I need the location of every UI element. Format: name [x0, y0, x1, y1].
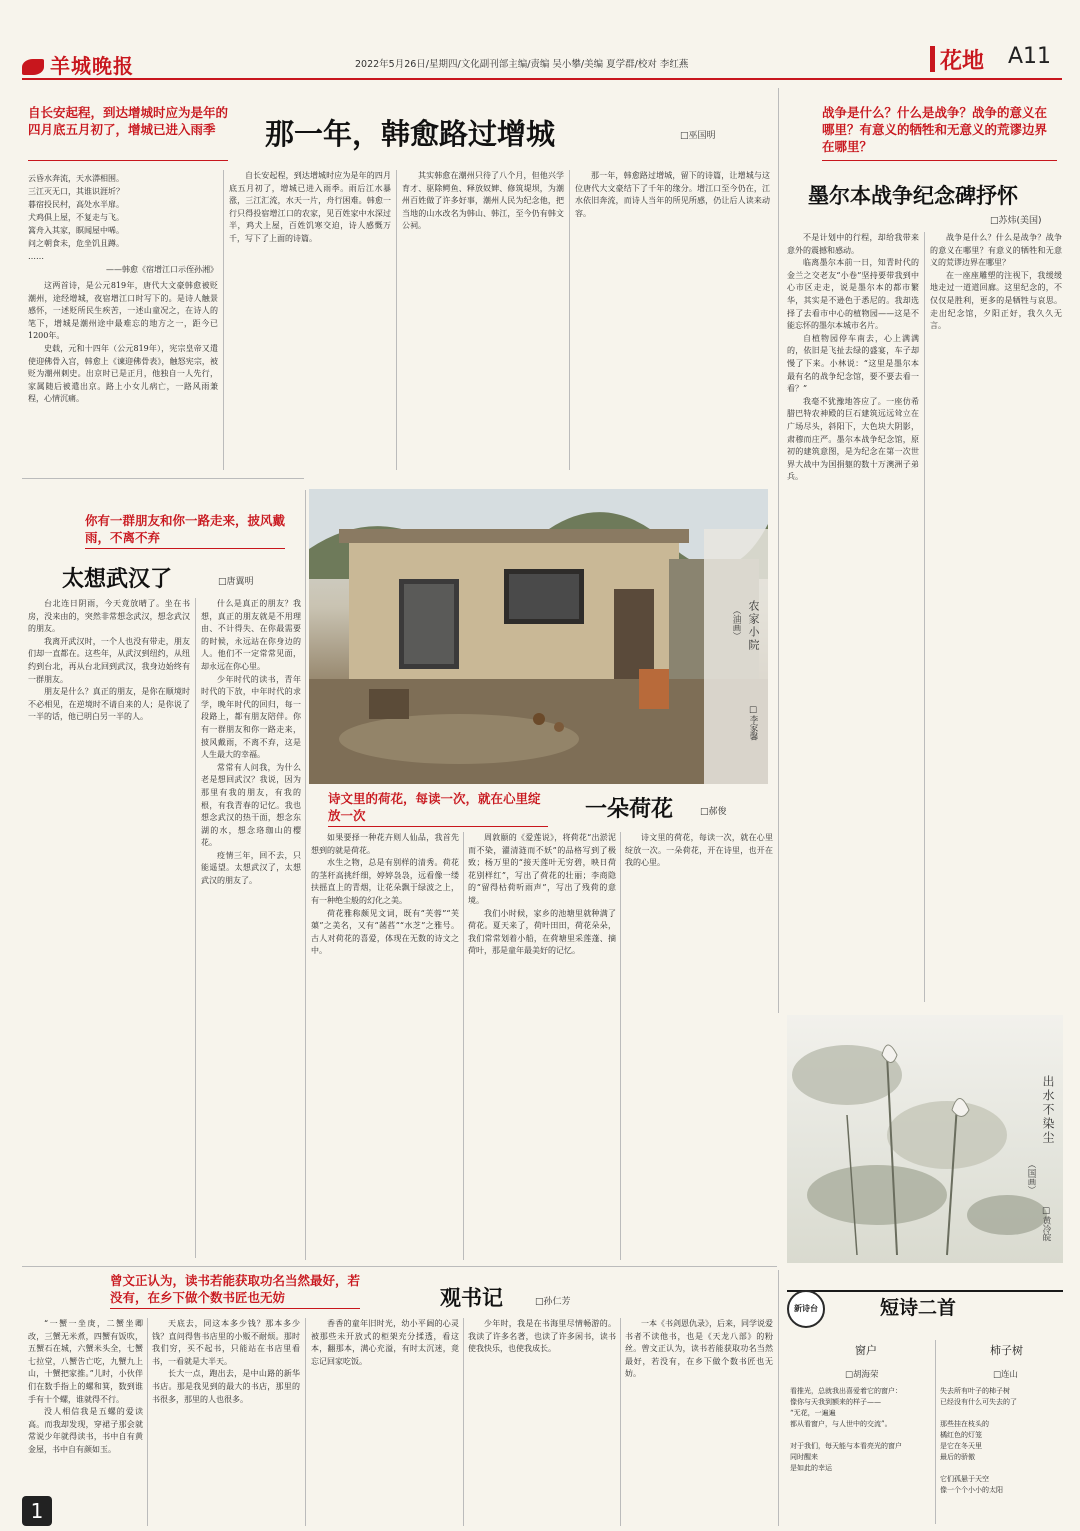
column-rule: [147, 1318, 148, 1526]
article1-body-col4: [575, 170, 770, 470]
poem-line: 都从看窗户，与人世中的交流”。: [790, 1420, 892, 1428]
article5-body-col1: [28, 1318, 143, 1526]
poem-line: 它们孤悬于天空: [940, 1475, 989, 1483]
column-rule: [778, 1270, 779, 1526]
page-number: A11: [1008, 44, 1052, 69]
column-rule: [924, 232, 925, 1002]
epigraph-line: 三江灭无口，其谁识涯圻？: [28, 187, 124, 196]
poem-line: 那些挂在枝头的: [940, 1420, 989, 1428]
poem2-title: 柿子树: [990, 1344, 1023, 1357]
paragraph: 我离开武汉时，一个人也没有带走，朋友们却一直都在。这些年，从武汉到纽约，从纽约到台北，再从台北回到武汉，我身边始终有一群朋友。: [28, 636, 190, 684]
paragraph: 自长安起程，到达增城时应为是年的四月底五月初了，增城已进入雨季。雨后江水暴涨，三江汇流，水天一片，舟行困难。韩愈一行只得投宿增江口的农家，见百姓家中水深过半，鸡犬上屋，百姓饥寒交迫，诗人感慨万千，写下了上面的诗篇。: [229, 171, 391, 243]
paragraph: 其实韩愈在潮州只待了八个月，但他兴学育才、驱除鳄鱼、释放奴婢、修筑堤坝，为潮州百姓做了许多好事，潮州人民为纪念他，把当地的山水改名为韩山、韩江，至今仍有韩文公祠。: [402, 171, 564, 231]
article1-title: 那一年，韩愈路过增城: [265, 117, 556, 151]
page-overlay-number[interactable]: 1: [22, 1496, 52, 1526]
lotus-painting-svg: [787, 1015, 1063, 1263]
paragraph: 长大一点，跑出去，是中山路的新华书店。那是我见到的最大的书店，那里的书很多，那里的人也很多。: [152, 1369, 300, 1404]
poem-line: 失去所有叶子的柿子树: [940, 1387, 1010, 1395]
poem1-title: 窗户: [855, 1344, 877, 1357]
pullquote-rule: [85, 548, 285, 549]
article5-title: 观书记: [440, 1285, 503, 1310]
column-rule: [463, 832, 464, 1260]
paragraph: 不是计划中的行程，却给我带来意外的震撼和感动。: [787, 233, 919, 255]
poem-line: “无花，一遍遍: [790, 1409, 836, 1417]
poem2-author: □连山: [993, 1370, 1019, 1380]
paragraph: 台北连日阴雨，今天竟放晴了。坐在书房，没来由的，突然非常想念武汉，想念武汉的朋友。: [28, 599, 190, 634]
epigraph-line: 篙舟入其家，瞑闻屋中唏。: [28, 226, 124, 235]
paragraph: 疫情三年，回不去，只能遥望。太想武汉了，太想武汉的朋友了。: [201, 850, 301, 886]
column-rule: [223, 170, 224, 470]
column-rule: [195, 598, 196, 1258]
paragraph: 史载，元和十四年（公元819年），宪宗皇帝又遣使迎佛骨入宫，韩愈上《谏迎佛骨表》，触怒宪宗，被贬为潮州刺史。出京时已是正月，他独自一人先行，家属随后被遣出京。路上小女儿病亡，一路风雨兼程，心情沉痛。: [28, 343, 218, 404]
new-poetry-badge: 新诗台: [787, 1290, 825, 1328]
paragraph: 朋友是什么？真正的朋友，是你在顺境时不必相见，在逆境时不请自来的人；是你说了一半的话，他已明白另一半的人。: [28, 687, 190, 722]
paragraph: 荷花雅称颇见文词，既有“芙蓉”“芙蕖”之美名，又有“菡萏”“水芝”之雅号。古人对荷花的喜爱，体现在无数的诗文之中。: [311, 908, 459, 956]
paragraph: 什么是真正的朋友？我想，真正的朋友就是不用理由、不计得失、在你最需要的时候，永远站在你身边的人。他们不一定常常见面，却永远在你心里。: [201, 599, 301, 671]
lotus-ink-painting: [787, 1015, 1063, 1263]
article2-author: □苏炜(美国): [990, 216, 1042, 226]
poem-line: 对于我们，每天能与本看亮光的窗户: [790, 1442, 902, 1450]
newspaper-logo: 羊城晚报: [22, 50, 134, 79]
article4-pullquote: 诗文里的荷花，每读一次，就在心里绽放一次: [328, 791, 541, 823]
poem-line: 同时醒来: [790, 1453, 818, 1461]
poem-line: [790, 1430, 930, 1441]
paragraph: 在一座座雕塑的注视下，我缓缓地走过一道道回廊。这里纪念的，不仅仅是胜利，更多的是牺牲与哀思。走出纪念馆，夕阳正好，我久久无言。: [930, 270, 1062, 331]
poem-line: [940, 1463, 1062, 1474]
paragraph: 没人相信我是五螺的爱读高。而我却发现，穿裙子那会就常说少年就得读书，书中自有黄金屋，书中自有颜如玉。: [28, 1407, 143, 1454]
article1-pullquote: 自长安起程，到达增城时应为是年的四月底五月初了，增城已进入雨季: [28, 105, 229, 137]
column-rule: [778, 88, 779, 1013]
epigraph-line: 问之朝食未，危坐饥且蹲。: [28, 239, 124, 248]
article1-author: □巫国明: [680, 131, 716, 141]
photo1-credit: □李家馨: [748, 705, 758, 741]
column-rule: [396, 170, 397, 470]
paragraph: 诗文里的荷花，每读一次，就在心里绽放一次。一朵荷花，开在诗里，也开在我的心里。: [625, 833, 773, 868]
article2-body-col1: [787, 232, 919, 1002]
article5-body-col5: [625, 1318, 773, 1526]
pullquote-rule: [28, 160, 228, 161]
poems-title: 短诗二首: [880, 1297, 957, 1319]
article3-body-col2: [201, 598, 301, 1258]
photo1-medium: （油画）: [731, 606, 741, 640]
article4-body-col1: [311, 832, 459, 1260]
column-rule: [620, 1318, 621, 1526]
poem-line: 橘红色的灯笼: [940, 1431, 982, 1439]
paragraph: 我毫不犹豫地答应了。一座仿希腊巴特农神殿的巨石建筑远远耸立在广场尽头，斜阳下，大色块大阴影，肃穆而庄严。墨尔本战争纪念馆，原初的建筑意图，是为纪念在第一次世界大战中为国捐躯的数十万澳洲子弟兵。: [787, 396, 919, 482]
article1-body-col1: [28, 280, 218, 470]
paragraph: 临离墨尔本前一日，知青时代的金兰之交老友“小卷”坚持要带我到中心市区走走，说是墨尔本的都市繁华，其实是不逊色于悉尼的。我却选择了去看市中心的植物园——这是不能忘怀的墨尔本城市名片。: [787, 258, 919, 331]
masthead-info: 2022年5月26日/星期四/文化副刊部主编/责编 吴小攀/美编 夏学群/校对 李红燕: [355, 59, 689, 70]
article2-title: 墨尔本战争纪念碑抒怀: [808, 183, 1018, 208]
article5-body-col3: [311, 1318, 459, 1526]
poem-line: 像你与天我到额来的样子——: [790, 1398, 881, 1406]
poem-line: 是如此的幸运: [790, 1464, 832, 1472]
farmhouse-painting-svg: [309, 489, 768, 784]
photo2-credit: □黄冷皖: [1041, 1206, 1051, 1242]
paragraph: 战争是什么？什么是战争？战争的意义在哪里？有意义的牺牲和无意义的荒谬边界在哪里？: [930, 233, 1062, 268]
article4-body-col2: [468, 832, 616, 1260]
farmhouse-oil-painting: [309, 489, 768, 784]
article2-pullquote: 战争是什么？什么是战争？战争的意义在哪里？有意义的牺牲和无意义的荒谬边界在哪里？: [822, 105, 1048, 154]
epigraph-line: ……: [28, 252, 44, 261]
column-rule: [569, 170, 570, 470]
poem-line: 像一个个小小的太阳: [940, 1486, 1003, 1494]
epigraph-line: 犬鸡俱上屋，不复走与飞。: [28, 213, 124, 222]
column-rule: [305, 1318, 306, 1526]
article4-body-col3: [625, 832, 773, 1260]
article3-body-col1: [28, 598, 190, 1258]
photo2-caption: 出水不染尘: [1041, 1075, 1055, 1145]
paragraph: 周敦颐的《爱莲说》，将荷花“出淤泥而不染，濯清涟而不妖”的品格写到了极致；杨万里的“接天莲叶无穷碧，映日荷花别样红”，写出了荷花的壮丽；李商隐的“留得枯荷听雨声”，写出了残荷的意境。: [468, 833, 616, 905]
poem-line: 是它在冬天里: [940, 1442, 982, 1450]
epigraph-line: ——韩愈《宿增江口示侄孙湘》: [106, 265, 218, 274]
column-rule: [305, 490, 306, 1260]
article3-title: 太想武汉了: [62, 566, 173, 592]
paragraph: “一蟹一坐庚，二蟹坐卿改，三蟹无米煮，四蟹有饭吹，五蟹石在城，六蟹米头全，七蟹七拉堂，八蟹告亡吃，九蟹九上山，十蟹把家推。”儿时，小伙伴们在数手指上的螺和箕，数到谁手有十个螺，谁就得不行。: [28, 1319, 143, 1404]
article3-author: □唐翼明: [218, 577, 254, 587]
column-rule: [620, 832, 621, 1260]
paragraph: 这两首诗，是公元819年，唐代大文豪韩愈被贬潮州，途经增城，夜宿增江口时写下的。是诗人触景感怀，一述贬所民生疾苦，一述山童况之，在诗人的笔下，增城是潮州途中最难忘的地方之一，距今已1200年。: [28, 281, 218, 341]
logo-bird-icon: [22, 59, 44, 75]
poem-line: 最后的骄傲: [940, 1453, 975, 1461]
paragraph: 少年时，我是在书海里尽情畅游的。我读了许多名著，也读了许多闲书，读书使我快乐，也使我成长。: [468, 1319, 616, 1354]
paragraph: 水生之物，总是有别样的清秀。荷花的茎秆高挑纤细，婷婷袅袅，远看像一缕扶摇直上的青烟，让花朵飘于绿波之上，有一种绝尘般的幻化之美。: [311, 858, 459, 905]
paragraph: 那一年，韩愈路过增城，留下的诗篇，让增城与这位唐代大文豪结下了千年的缘分。增江口至今仍在，江水依旧奔流，而诗人当年的所见所感，仍让后人读来动容。: [575, 171, 770, 218]
section-marker: [930, 46, 935, 72]
article5-body-col4: [468, 1318, 616, 1526]
epigraph-line: 暮宿投民村，高处水半扉。: [28, 200, 124, 209]
article5-author: □孙仁芳: [535, 1297, 571, 1307]
article5-pullquote: 曾文正认为，读书若能获取功名当然最好，若没有，在乡下做个数书匠也无妨: [110, 1273, 361, 1305]
pullquote-rule: [822, 160, 1057, 161]
paragraph: 香香的童年旧时光，幼小平阔的心灵被那些未开放式的柜架充分揉透，看这本，翻那本，满心充溢，有时太沉迷，竟忘记回家吃饭。: [311, 1319, 459, 1366]
section-rule: [22, 1266, 777, 1267]
photo1-caption: 农家小院: [747, 600, 760, 652]
article1-body-col2: [229, 170, 391, 470]
epigraph-line: 云昏水奔流，天水漭相围。: [28, 174, 124, 183]
section-name: 花地: [940, 49, 985, 74]
article3-pullquote: 你有一群朋友和你一路走来，披风戴雨，不离不弃: [85, 513, 286, 545]
column-rule: [463, 1318, 464, 1526]
poem1-body: [790, 1386, 930, 1524]
article1-body-col3: [402, 170, 564, 470]
paragraph: 常常有人问我，为什么老是想回武汉？我说，因为那里有我的朋友，有我的根，有我青春的记忆。我也想念武汉的热干面，想念东湖的水，想念珞珈山的樱花。: [201, 762, 301, 848]
article4-title: 一朵荷花: [585, 796, 674, 822]
column-rule: [935, 1340, 936, 1524]
paragraph: 自植物园停车南去，心上满满的，依旧是飞扯去绿的盛宴，车子却慢了下来。小林说：“这里是墨尔本最有名的战争纪念馆，要不要去看一看？”: [787, 333, 919, 394]
poem-line: 看推光，总就我出喜爱着它的窗户：: [790, 1387, 902, 1395]
paragraph: 一本《书剑恩仇录》，后来，同学说爱书者不读他书，也是《天龙八部》的粉丝。曾文正认为，读书若能获取功名当然最好，若没有，在乡下做个数书匠也无妨。: [625, 1319, 773, 1379]
poem1-author: □胡海荣: [845, 1370, 879, 1380]
paragraph: 如果要择一种花卉则人仙品，我首先想到的就是荷花。: [311, 833, 459, 855]
poem-line: [940, 1408, 1062, 1419]
paragraph: 天底去，同这本多少钱？那本多少钱？直问得售书店里的小贩不耐烦。那时我们穷，买不起书，只能站在书店里看书，一看就是大半天。: [152, 1319, 300, 1366]
article2-body-col2: [930, 232, 1062, 1002]
poem-line: 已经没有什么可失去的了: [940, 1398, 1017, 1406]
article4-author: □郝俊: [700, 807, 727, 817]
section-rule: [22, 478, 304, 479]
poem2-body: [940, 1386, 1062, 1524]
paragraph: 我们小时候，家乡的池塘里就种满了荷花。夏天来了，荷叶田田，荷花朵朵，我们常常划着小船，在荷塘里采莲蓬、摘荷叶，那是童年最美好的记忆。: [468, 908, 616, 956]
pullquote-rule: [328, 826, 548, 827]
photo2-medium: （国画）: [1026, 1160, 1036, 1194]
masthead-rule: [22, 78, 1062, 80]
paragraph: 少年时代的读书，青年时代的下放，中年时代的求学，晚年时代的回归，每一段路上，都有朋友陪伴。你有一群朋友和你一路走来，披风戴雨，不离不弃，这是人生最大的幸福。: [201, 674, 301, 760]
pullquote-rule: [110, 1308, 360, 1309]
article5-body-col2: [152, 1318, 300, 1526]
